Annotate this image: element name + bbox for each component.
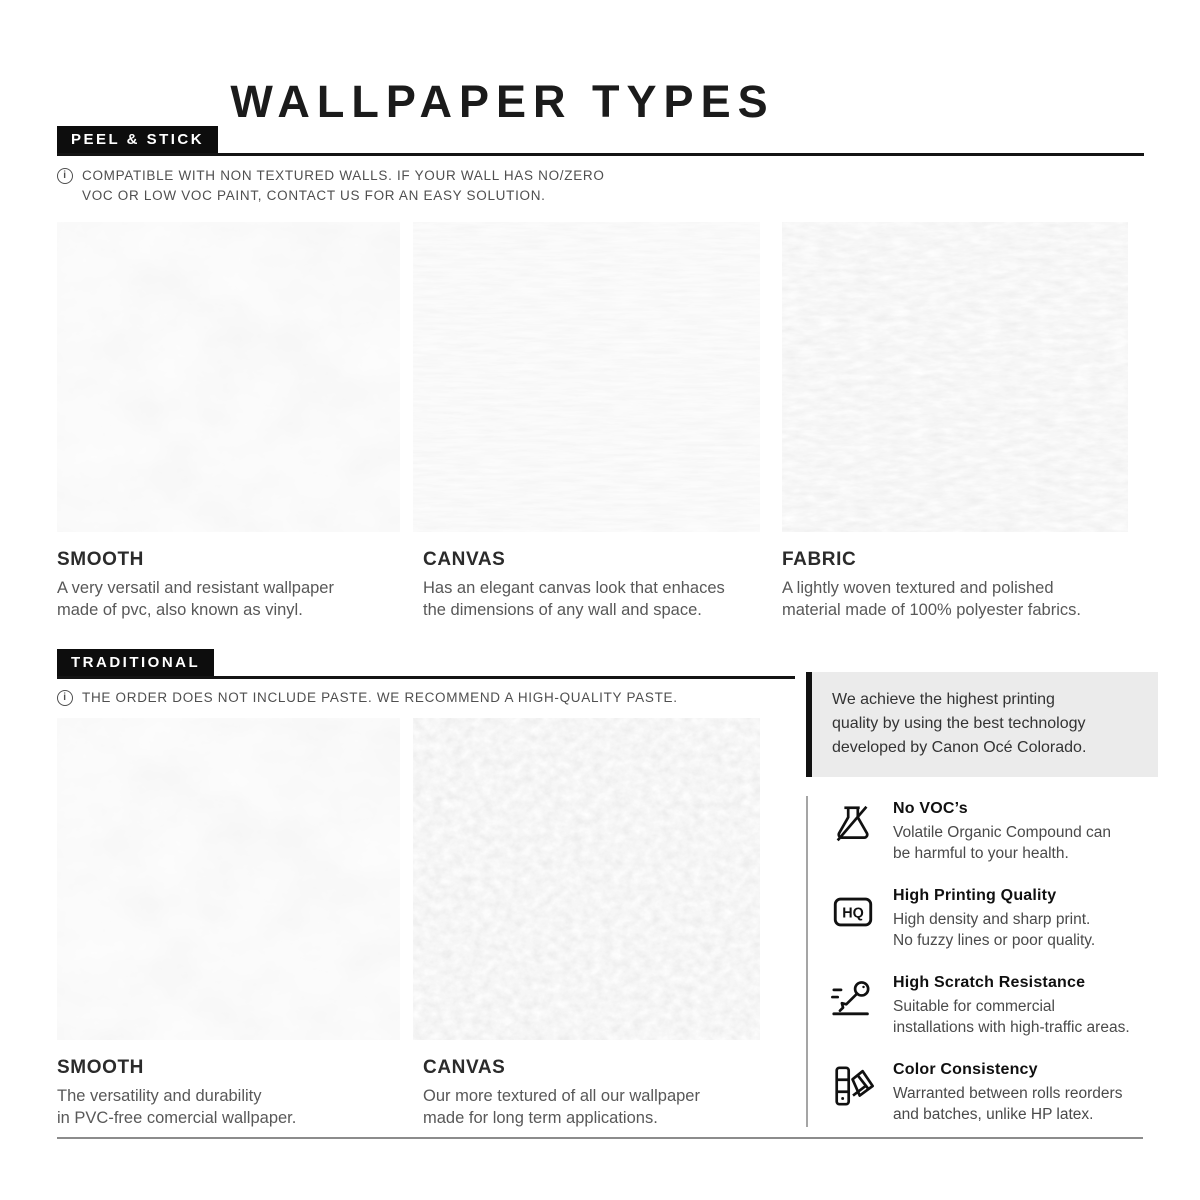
desc-line: High density and sharp print.	[893, 911, 1091, 928]
feature-text	[893, 1061, 1122, 1125]
swatch-card-smooth	[57, 718, 400, 1130]
key-scratch-icon	[830, 974, 878, 1038]
note-text	[82, 688, 678, 708]
swatch-card-fabric	[782, 222, 1128, 622]
desc-line: The versatility and durability	[57, 1087, 262, 1105]
section-header-traditional	[57, 649, 795, 679]
desc-line: No fuzzy lines or poor quality.	[893, 932, 1096, 949]
desc-line: A very versatil and resistant wallpaper	[57, 579, 334, 597]
swatch-description	[57, 1086, 400, 1129]
swatch-caption	[413, 549, 760, 621]
hq-glyph: HQ	[842, 905, 864, 922]
note-text	[82, 166, 605, 206]
swatch-name: CANVAS	[423, 549, 506, 570]
feature-description	[893, 1083, 1122, 1125]
quote-line: quality by using the best technology	[832, 715, 1086, 732]
desc-line: Warranted between rolls reorders	[893, 1085, 1123, 1102]
feature-description	[893, 822, 1111, 864]
swatch-card-smooth	[57, 222, 400, 622]
swatch-description	[57, 578, 400, 621]
feature-text	[893, 974, 1130, 1038]
desc-line: and batches, unlike HP latex.	[893, 1106, 1094, 1123]
swatch-description	[423, 578, 760, 621]
bottom-divider	[57, 1137, 1143, 1139]
swatch-description	[782, 578, 1128, 621]
desc-line: Volatile Organic Compound can	[893, 824, 1111, 841]
info-icon: i	[57, 690, 73, 706]
swatch-caption	[413, 1057, 760, 1129]
fabric-texture-sample	[782, 222, 1128, 532]
feature-description	[893, 909, 1095, 951]
swatch-name: FABRIC	[782, 549, 857, 570]
swatch-caption	[57, 1057, 400, 1129]
feature-no-voc	[830, 800, 1158, 864]
page-title: WALLPAPER TYPES	[230, 76, 775, 128]
traditional-note	[57, 688, 678, 708]
swatch-caption	[57, 549, 400, 621]
swatch-card-canvas	[413, 718, 760, 1130]
quote-line: We achieve the highest printing	[832, 691, 1055, 708]
swatch-name: SMOOTH	[57, 1057, 144, 1078]
feature-title: High Scratch Resistance	[893, 974, 1086, 991]
feature-high-scratch-resistance	[830, 974, 1158, 1038]
desc-line: the dimensions of any wall and space.	[423, 601, 702, 619]
desc-line: installations with high-traffic areas.	[893, 1019, 1130, 1036]
desc-line: Has an elegant canvas look that enhaces	[423, 579, 725, 597]
canvas-texture-sample	[413, 718, 760, 1040]
note-line: THE ORDER DOES NOT INCLUDE PASTE. WE RECOMMEND A HIGH-QUALITY PASTE.	[82, 690, 678, 705]
smooth-texture-sample	[57, 718, 400, 1040]
quote-line: developed by Canon Océ Colorado.	[832, 739, 1087, 756]
feature-title: No VOC’s	[893, 800, 968, 817]
peel-stick-note	[57, 166, 605, 206]
desc-line: be harmful to your health.	[893, 845, 1069, 862]
traditional-swatch-row	[57, 718, 782, 1130]
desc-line: Suitable for commercial	[893, 998, 1055, 1015]
feature-title: High Printing Quality	[893, 887, 1057, 904]
feature-high-printing-quality	[830, 887, 1158, 951]
feature-title: Color Consistency	[893, 1061, 1038, 1078]
swatch-description	[423, 1086, 760, 1129]
section-header-peel-stick	[57, 126, 1144, 156]
info-icon: i	[57, 168, 73, 184]
swatch-caption	[782, 549, 1128, 621]
section-tag: TRADITIONAL	[57, 649, 214, 676]
no-voc-flask-icon	[830, 800, 878, 864]
hq-badge-icon	[830, 887, 878, 951]
feature-list	[806, 796, 1158, 1127]
note-line: VOC OR LOW VOC PAINT, CONTACT US FOR AN EASY SOLUTION.	[82, 188, 546, 203]
swatch-name: SMOOTH	[57, 549, 144, 570]
canvas-texture-sample	[413, 222, 760, 532]
desc-line: in PVC-free comercial wallpaper.	[57, 1109, 297, 1127]
desc-line: made for long term applications.	[423, 1109, 658, 1127]
printing-quality-quote	[806, 672, 1158, 777]
printing-info-aside	[806, 672, 1158, 1127]
desc-line: material made of 100% polyester fabrics.	[782, 601, 1081, 619]
swatch-name: CANVAS	[423, 1057, 506, 1078]
feature-text	[893, 800, 1111, 864]
note-line: COMPATIBLE WITH NON TEXTURED WALLS. IF YOUR WALL HAS NO/ZERO	[82, 168, 605, 183]
peel-stick-swatch-row	[57, 222, 1128, 622]
desc-line: made of pvc, also known as vinyl.	[57, 601, 303, 619]
color-swatches-icon	[830, 1061, 878, 1125]
section-tag: PEEL & STICK	[57, 126, 218, 153]
feature-text	[893, 887, 1095, 951]
swatch-card-canvas	[413, 222, 760, 622]
desc-line: A lightly woven textured and polished	[782, 579, 1054, 597]
feature-description	[893, 996, 1130, 1038]
feature-color-consistency	[830, 1061, 1158, 1125]
smooth-texture-sample	[57, 222, 400, 532]
desc-line: Our more textured of all our wallpaper	[423, 1087, 700, 1105]
